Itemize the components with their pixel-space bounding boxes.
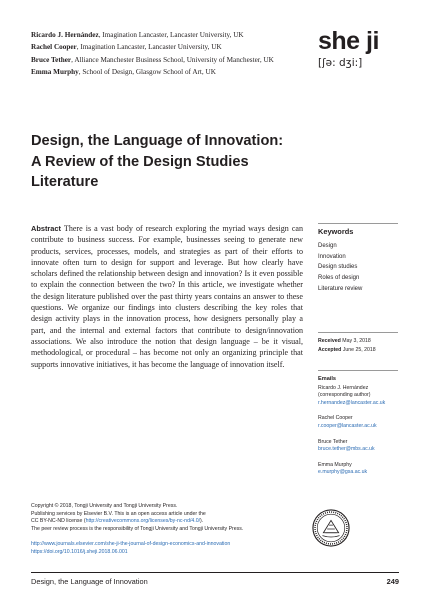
email-author-name: Rachel Cooper xyxy=(318,415,353,422)
email-address-link[interactable]: r.hernandez@lancaster.ac.uk xyxy=(318,399,386,406)
publication-notes xyxy=(31,503,301,557)
author-name: Rachel Cooper xyxy=(31,43,77,52)
page-number: 249 xyxy=(386,577,399,586)
author-affiliation: , Imagination Lancaster, Lancaster University, UK xyxy=(98,31,244,39)
received-label: Received xyxy=(318,338,341,344)
publisher-line: Publishing services by Elsevier B.V. This is an open access article under the xyxy=(31,510,206,517)
journal-logo-word: she ji xyxy=(318,27,379,55)
journal-logo-pronunciation: [ʃə: dʒi:] xyxy=(318,57,363,69)
emails-divider xyxy=(318,370,398,371)
email-list xyxy=(318,376,385,477)
license-link[interactable]: http://creativecommons.org/licenses/by-nc-nd/4.0/ xyxy=(85,518,201,525)
author-affiliation: , Alliance Manchester Business School, University of Manchester, UK xyxy=(71,55,274,64)
author-name: Emma Murphy xyxy=(31,68,79,77)
accepted-date-row xyxy=(318,346,376,355)
author-name: Ricardo J. Hernández xyxy=(31,31,99,39)
email-address-link[interactable]: e.murphy@gsa.ac.uk xyxy=(318,469,368,476)
email-author-name: Bruce Tether xyxy=(318,438,348,445)
email-author-note: (corresponding author) xyxy=(318,392,371,399)
license-line: CC BY-NC-ND license (http://creativecommons.org/licenses/by-nc-nd/4.0/). xyxy=(31,518,204,525)
peer-review-line: The peer review process is the responsibility of Tongji University and Tongji University Press. xyxy=(31,525,244,532)
dates-divider xyxy=(318,332,398,333)
title-line: A Review of the Design Studies xyxy=(31,153,249,170)
abstract-text: There is a vast body of research exploring the myriad ways design can contribute to business success. For example, businesses seeing to generate new products, services, processes, models, and strategies as part of their efforts to innovate often turn to design for support and leverage. But how clearly have scholars defined the relationship between design and innovation? Is it even possible to explain the connection between the two? In this article, we investigate whether the design literature published over the past thirty years contains an answer to these questions. We organize our findings into clusters describing the key roles that design activity plays in the innovation process, how designers personally play a part, and the internal and external factors that contribute to design/innovation associations. We also introduce the notion that design language – be it visual, methodological, or procedural – has become not only an organizing principle that supports innovative initiatives, it has become the language of innovation itself. xyxy=(31,224,304,369)
university-seal-icon xyxy=(312,509,350,547)
author-affiliation: , School of Design, Glasgow School of Art, UK xyxy=(78,68,216,77)
doi-link[interactable]: https://doi.org/10.1016/j.sheji.2018.06.001 xyxy=(31,548,128,555)
received-date: May 3, 2018 xyxy=(342,338,371,344)
keywords-divider xyxy=(318,223,398,224)
keyword-item: Roles of design xyxy=(318,275,360,282)
copyright-line: Copyright © 2018, Tongji University and Tongji University Press. xyxy=(31,503,178,509)
author-name: Bruce Tether xyxy=(31,55,72,64)
abstract xyxy=(31,223,303,370)
author-list xyxy=(31,29,321,79)
emails-heading: Emails xyxy=(318,376,337,382)
email-address-link[interactable]: r.cooper@lancaster.ac.uk xyxy=(318,422,377,429)
abstract-heading: Abstract xyxy=(31,224,61,233)
keyword-item: Design studies xyxy=(318,264,358,271)
received-date-row xyxy=(318,337,376,346)
article-title xyxy=(31,131,331,193)
author-affiliation: , Imagination Lancaster, Lancaster University, UK xyxy=(76,43,222,52)
title-line: Design, the Language of Innovation: xyxy=(31,133,284,149)
footer-divider xyxy=(31,572,399,573)
email-address-link[interactable]: bruce.tether@mbs.ac.uk xyxy=(318,446,375,453)
email-author-name: Emma Murphy xyxy=(318,461,352,468)
title-line: Literature xyxy=(31,174,99,190)
author-row xyxy=(31,66,321,78)
keywords-heading: Keywords xyxy=(318,227,354,236)
accepted-label: Accepted xyxy=(318,347,342,354)
accepted-date: June 25, 2018 xyxy=(342,347,376,354)
keyword-item: Design xyxy=(318,243,337,249)
running-footer-title: Design, the Language of Innovation xyxy=(31,577,148,586)
keywords-list xyxy=(318,241,362,295)
journal-logo xyxy=(318,28,398,70)
keyword-item: Innovation xyxy=(318,253,346,260)
article-dates xyxy=(318,337,376,355)
author-row xyxy=(31,54,321,66)
email-author-name: Ricardo J. Hernández xyxy=(318,384,369,391)
keyword-item: Literature review xyxy=(318,285,363,292)
author-row xyxy=(31,29,321,41)
journal-url-link[interactable]: http://www.journals.elsevier.com/she-ji-the-journal-of-design-economics-and-innovation xyxy=(31,541,231,548)
author-row xyxy=(31,41,321,53)
